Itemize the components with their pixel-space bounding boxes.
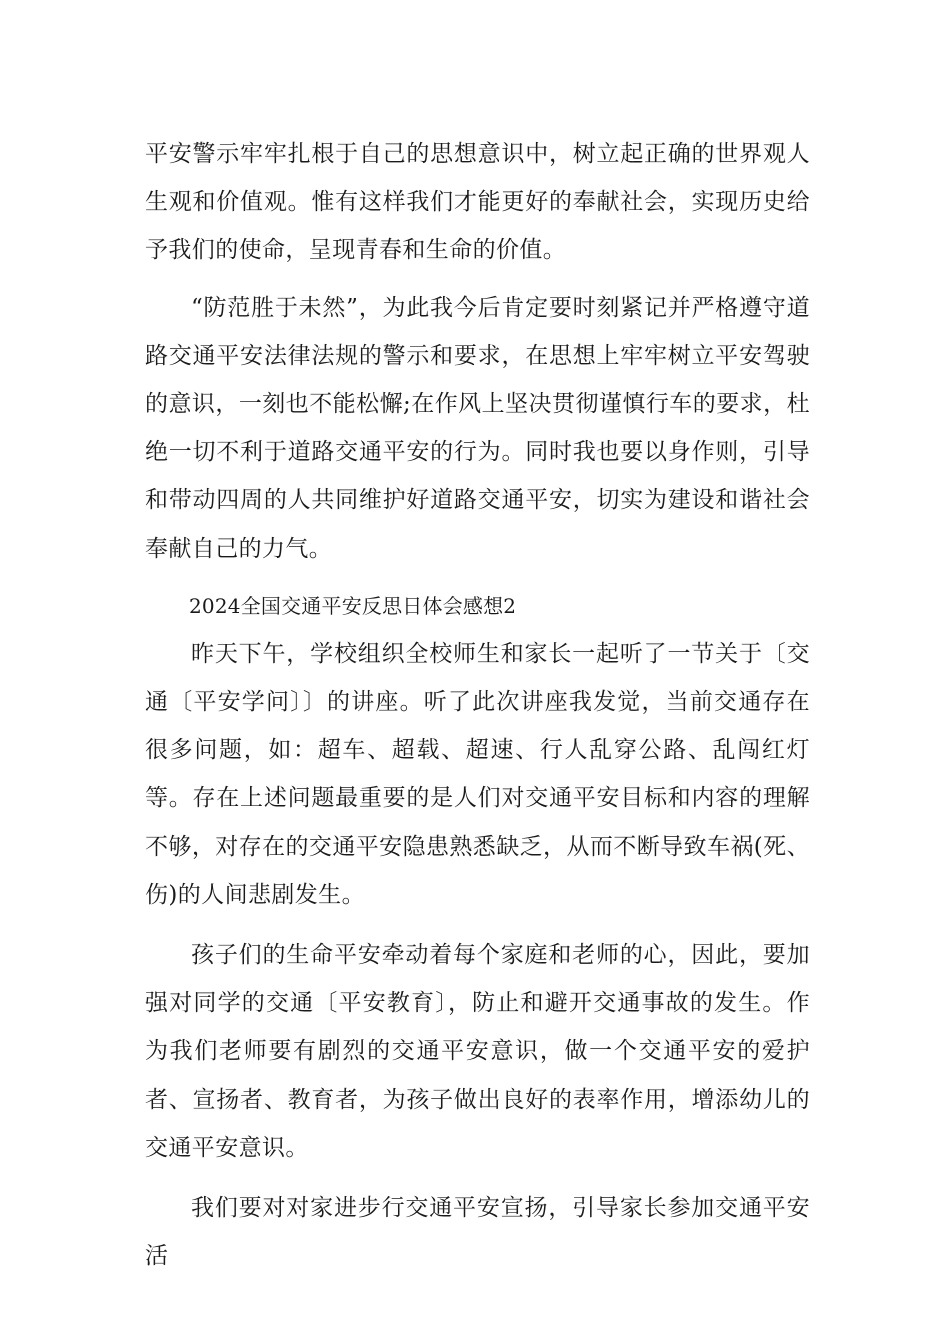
paragraph-lecture: 昨天下午，学校组织全校师生和家长一起听了一节关于〔交通〔平安学问〕〕的讲座。听了此次讲座我发觉，当前交通存在很多问题，如：超车、超载、超速、行人乱穿公路、乱闯红灯等。存在上述问题最重要的是人们对交通平安目标和内容的理解不够，对存在的交通平安隐患熟悉缺乏，从而不断导致车祸(死、伤)的人间悲剧发生。 <box>145 640 810 908</box>
paragraph-children-safety: 孩子们的生命平安牵动着每个家庭和老师的心，因此，要加强对同学的交通〔平安教育〕，防止和避开交通事故的发生。作为我们老师要有剧烈的交通平安意识，做一个交通平安的爱护者、宣扬者、教育者，为孩子做出良好的表率作用，增添幼儿的交通平安意识。 <box>145 942 810 1161</box>
paragraph-continuation: 平安警示牢牢扎根于自己的思想意识中，树立起正确的世界观人生观和价值观。惟有这样我们才能更好的奉献社会，实现历史给予我们的使命，呈现青春和生命的价值。 <box>145 141 810 264</box>
paragraph-parents: 我们要对对家进步行交通平安宣扬，引导家长参加交通平安活 <box>145 1195 810 1270</box>
document-body <box>145 130 810 1280</box>
section-heading: 2024全国交通平安反思日体会感想2 <box>189 593 517 618</box>
paragraph-prevention: “防范胜于未然”，为此我今后肯定要时刻紧记并严格遵守道路交通平安法律法规的警示和要求，在思想上牢牢树立平安驾驶的意识，一刻也不能松懈;在作风上坚决贯彻谨慎行车的要求，杜绝一切不利于道路交通平安的行为。同时我也要以身作则，引导和带动四周的人共同维护好道路交通平安，切实为建设和谐社会奉献自己的力气。 <box>145 294 810 562</box>
